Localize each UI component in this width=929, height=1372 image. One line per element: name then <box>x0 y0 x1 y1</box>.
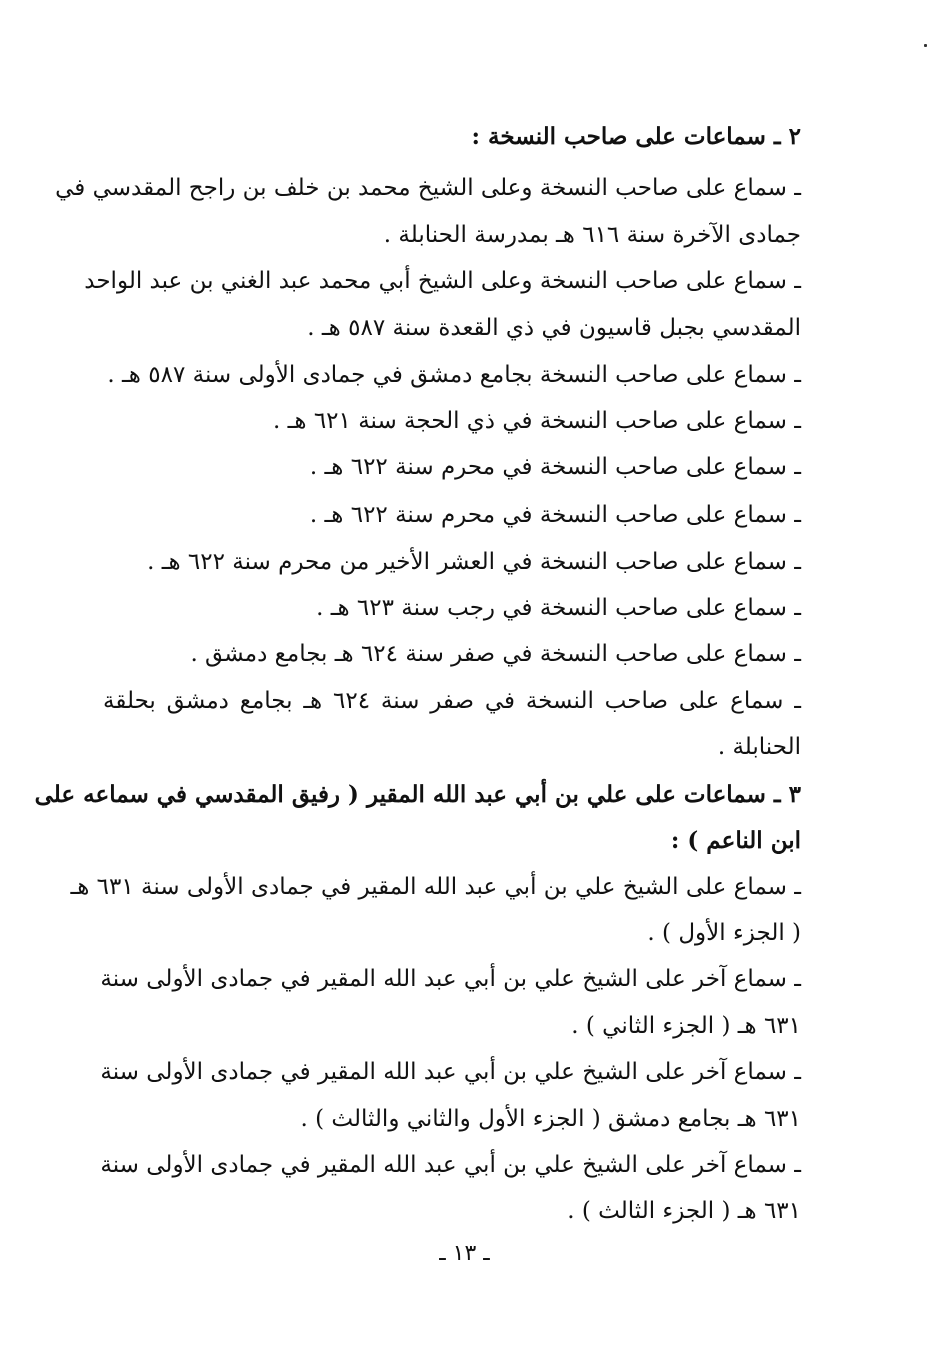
entry-line: الحنابلة . <box>717 734 801 760</box>
entry-line: ٦٣١ هـ ( الجزء الثالث ) . <box>567 1198 801 1224</box>
entry-line: ـ سماع آخر على الشيخ علي بن أبي عبد الله المقير في جمادى الأولى سنة <box>100 966 801 992</box>
entry-line: ( الجزء الأول ) . <box>647 920 801 946</box>
page-number: ـ ١٣ ـ <box>439 1241 490 1266</box>
entry-line: ـ سماع آخر على الشيخ علي بن أبي عبد الله المقير في جمادى الأولى سنة <box>100 1152 801 1178</box>
section-2-heading: ٢ ـ سماعات على صاحب النسخة : <box>471 123 801 150</box>
section-3-heading: ٣ ـ سماعات على علي بن أبي عبد الله المقير ( رفيق المقدسي في سماعه على <box>34 781 801 808</box>
entry-line: ـ سماع على صاحب النسخة في صفر سنة ٦٢٤ هـ بجامع دمشق بحلقة <box>103 688 801 714</box>
section-3-heading: ابن الناعم ) : <box>670 827 801 854</box>
entry-line: ـ سماع على الشيخ علي بن أبي عبد الله المقير في جمادى الأولى سنة ٦٣١ هـ <box>70 874 801 900</box>
entry-line: ـ سماع على صاحب النسخة في العشر الأخير من محرم سنة ٦٢٢ هـ . <box>147 549 801 575</box>
entry-line: ـ سماع آخر على الشيخ علي بن أبي عبد الله المقير في جمادى الأولى سنة <box>100 1059 801 1085</box>
entry-line: ـ سماع على صاحب النسخة في محرم سنة ٦٢٢ هـ . <box>309 502 801 528</box>
entry-line: جمادى الآخرة سنة ٦١٦ هـ بمدرسة الحنابلة . <box>383 222 801 248</box>
entry-line: ـ سماع على صاحب النسخة وعلى الشيخ أبي محمد عبد الغني بن عبد الواحد <box>84 268 801 294</box>
entry-line: ٦٣١ هـ بجامع دمشق ( الجزء الأول والثاني والثالث ) . <box>300 1106 801 1132</box>
entry-line: ـ سماع على صاحب النسخة وعلى الشيخ محمد بن خلف بن راجح المقدسي في <box>55 175 801 201</box>
entry-line: المقدسي بجبل قاسيون في ذي القعدة سنة ٥٨٧ هـ . <box>307 315 801 341</box>
entry-line: ـ سماع على صاحب النسخة بجامع دمشق في جمادى الأولى سنة ٥٨٧ هـ . <box>107 362 801 388</box>
entry-line: ـ سماع على صاحب النسخة في ذي الحجة سنة ٦٢١ هـ . <box>273 408 801 434</box>
entry-line: ـ سماع على صاحب النسخة في رجب سنة ٦٢٣ هـ . <box>316 595 801 621</box>
scan-mark <box>924 44 927 47</box>
entry-line: ٦٣١ هـ ( الجزء الثاني ) . <box>571 1013 801 1039</box>
entry-line: ـ سماع على صاحب النسخة في صفر سنة ٦٢٤ هـ بجامع دمشق . <box>190 641 801 667</box>
entry-line: ـ سماع على صاحب النسخة في محرم سنة ٦٢٢ هـ . <box>309 454 801 480</box>
